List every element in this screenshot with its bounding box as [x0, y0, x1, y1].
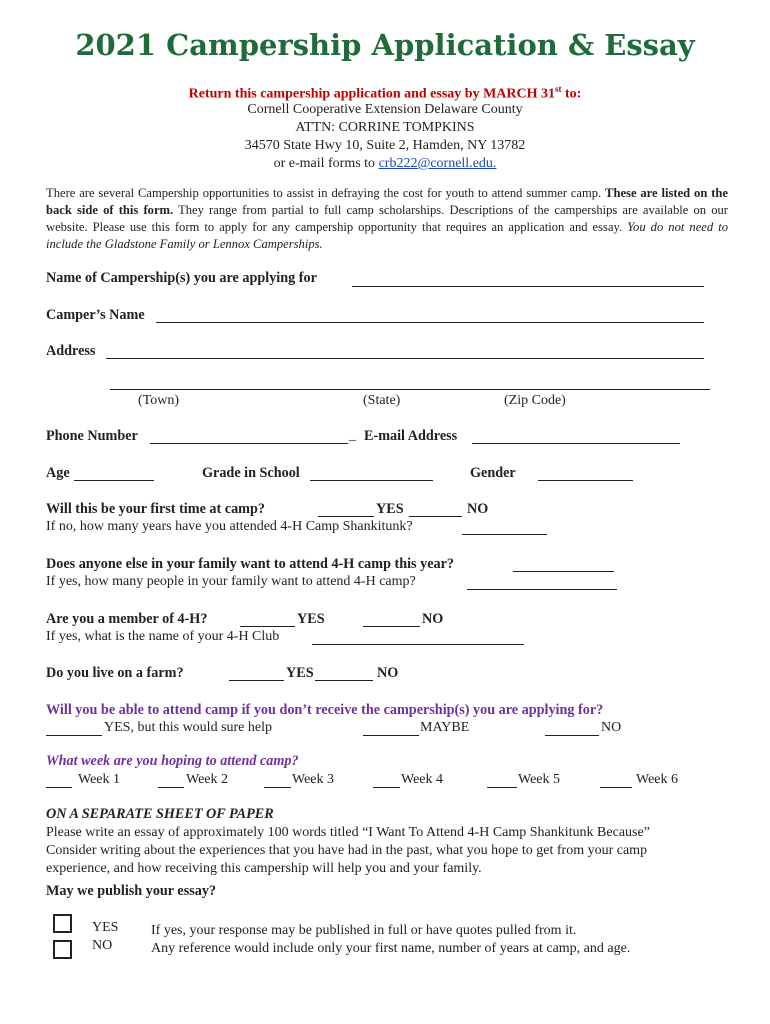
week-3-blank[interactable]: [264, 787, 291, 788]
farm-yes-blank[interactable]: [229, 680, 284, 681]
club-question: If yes, what is the name of your 4-H Club: [46, 629, 280, 644]
essay-line-3: experience, and how receiving this campership will help you and your family.: [46, 861, 482, 876]
mailing-address: 34570 State Hwy 10, Suite 2, Hamden, NY 13782: [244, 138, 526, 153]
club-field[interactable]: [312, 644, 524, 645]
week-2-blank[interactable]: [158, 787, 184, 788]
intro-text-3: They range from partial to full camp scholarships. Descriptions of the camperships are available on our website. Please use this form to apply for any campership opportunity that requires an application and essay.: [46, 203, 728, 234]
farm-question: Do you live on a farm?: [46, 665, 184, 681]
farm-no-label: NO: [377, 665, 399, 681]
farm-no-blank[interactable]: [315, 680, 373, 681]
attend-yes-label: YES, but this would sure help: [104, 720, 272, 735]
email-prefix: or e-mail forms to: [273, 156, 379, 171]
grade-field[interactable]: [310, 480, 433, 481]
years-attended-question: If no, how many years have you attended 4-H Camp Shankitunk?: [46, 519, 413, 534]
attend-maybe-label: MAYBE: [420, 720, 470, 735]
page-title: 2021 Campership Application & Essay: [75, 28, 695, 62]
first-time-question: Will this be your first time at camp?: [46, 501, 265, 517]
member-question: Are you a member of 4-H?: [46, 611, 208, 627]
camper-name-field[interactable]: [156, 322, 704, 323]
campership-label: Name of Campership(s) you are applying for: [46, 270, 317, 286]
first-time-yes-blank[interactable]: [318, 516, 374, 517]
phone-label: Phone Number: [46, 428, 138, 444]
return-sup: st: [555, 84, 562, 94]
address-label: Address: [46, 343, 96, 359]
attend-no-blank[interactable]: [545, 735, 599, 736]
first-time-no-blank[interactable]: [409, 516, 462, 517]
email-link[interactable]: crb222@cornell.edu.: [378, 156, 497, 171]
publish-yes-checkbox[interactable]: [53, 914, 72, 933]
week-1-blank[interactable]: [46, 787, 72, 788]
publish-note-2: Any reference would include only your first name, number of years at camp, and age.: [151, 941, 631, 956]
publish-note-1: If yes, your response may be published in full or have quotes pulled from it.: [151, 923, 577, 938]
week-question: What week are you hoping to attend camp?: [46, 753, 299, 769]
address-field[interactable]: [106, 358, 704, 359]
attend-maybe-blank[interactable]: [363, 735, 419, 736]
gender-label: Gender: [470, 465, 516, 481]
essay-line-2: Consider writing about the experiences that you have had in the past, what you hope to get from your camp: [46, 843, 648, 858]
email-line: [0, 156, 770, 172]
address-line-2[interactable]: [110, 389, 710, 390]
week-2-label: Week 2: [186, 772, 229, 787]
family-field[interactable]: [513, 571, 614, 572]
member-no-blank[interactable]: [363, 626, 420, 627]
return-instructions: [0, 84, 770, 103]
intro-text-1: There are several Campership opportunities to assist in defraying the cost for youth to attend summer camp.: [46, 186, 606, 200]
intro-text-2: These are listed on the back side of this form.: [46, 186, 728, 217]
first-time-yes-label: YES: [376, 501, 404, 517]
intro-text-4: You do not need to include the Gladstone Family or Lennox Camperships.: [46, 220, 728, 251]
return-prefix: Return this campership application and essay by MARCH 31: [188, 86, 556, 102]
farm-yes-label: YES: [286, 665, 314, 681]
first-time-no-label: NO: [467, 501, 489, 517]
grade-label: Grade in School: [202, 465, 300, 481]
return-suffix: to:: [561, 86, 582, 102]
attn-line: ATTN: CORRINE TOMPKINS: [295, 120, 475, 135]
family-count-field[interactable]: [467, 589, 617, 590]
gender-field[interactable]: [538, 480, 633, 481]
week-5-label: Week 5: [518, 772, 561, 787]
email-label: E-mail Address: [364, 428, 458, 444]
member-yes-blank[interactable]: [240, 626, 295, 627]
state-caption: (State): [363, 393, 401, 408]
week-4-blank[interactable]: [373, 787, 400, 788]
org-name: Cornell Cooperative Extension Delaware County: [247, 102, 523, 117]
intro-paragraph: [46, 185, 728, 253]
attend-without-question: Will you be able to attend camp if you don’t receive the campership(s) you are applying for?: [46, 702, 604, 718]
publish-yes-label: YES: [92, 920, 119, 935]
town-caption: (Town): [138, 393, 180, 408]
phone-tail: _: [349, 428, 356, 443]
email-field[interactable]: [472, 443, 680, 444]
age-label: Age: [46, 465, 70, 481]
campership-field[interactable]: [352, 286, 704, 287]
camper-name-label: Camper’s Name: [46, 307, 145, 323]
publish-question: May we publish your essay?: [46, 883, 217, 899]
age-field[interactable]: [74, 480, 154, 481]
member-no-label: NO: [422, 611, 444, 627]
years-attended-field[interactable]: [462, 534, 547, 535]
week-1-label: Week 1: [78, 772, 121, 787]
attend-yes-blank[interactable]: [46, 735, 102, 736]
phone-field[interactable]: [150, 443, 348, 444]
member-yes-label: YES: [297, 611, 325, 627]
essay-heading: ON A SEPARATE SHEET OF PAPER: [46, 806, 274, 822]
essay-line-1: Please write an essay of approximately 100 words titled “I Want To Attend 4-H Camp Shankitunk Because”: [46, 825, 650, 840]
zip-caption: (Zip Code): [504, 393, 566, 408]
family-count-question: If yes, how many people in your family want to attend 4-H camp?: [46, 574, 416, 589]
attend-no-label: NO: [601, 720, 622, 735]
week-5-blank[interactable]: [487, 787, 517, 788]
week-6-label: Week 6: [636, 772, 679, 787]
week-3-label: Week 3: [292, 772, 335, 787]
publish-no-label: NO: [92, 938, 113, 953]
family-question: Does anyone else in your family want to attend 4-H camp this year?: [46, 556, 455, 572]
week-6-blank[interactable]: [600, 787, 632, 788]
week-4-label: Week 4: [401, 772, 444, 787]
publish-no-checkbox[interactable]: [53, 940, 72, 959]
